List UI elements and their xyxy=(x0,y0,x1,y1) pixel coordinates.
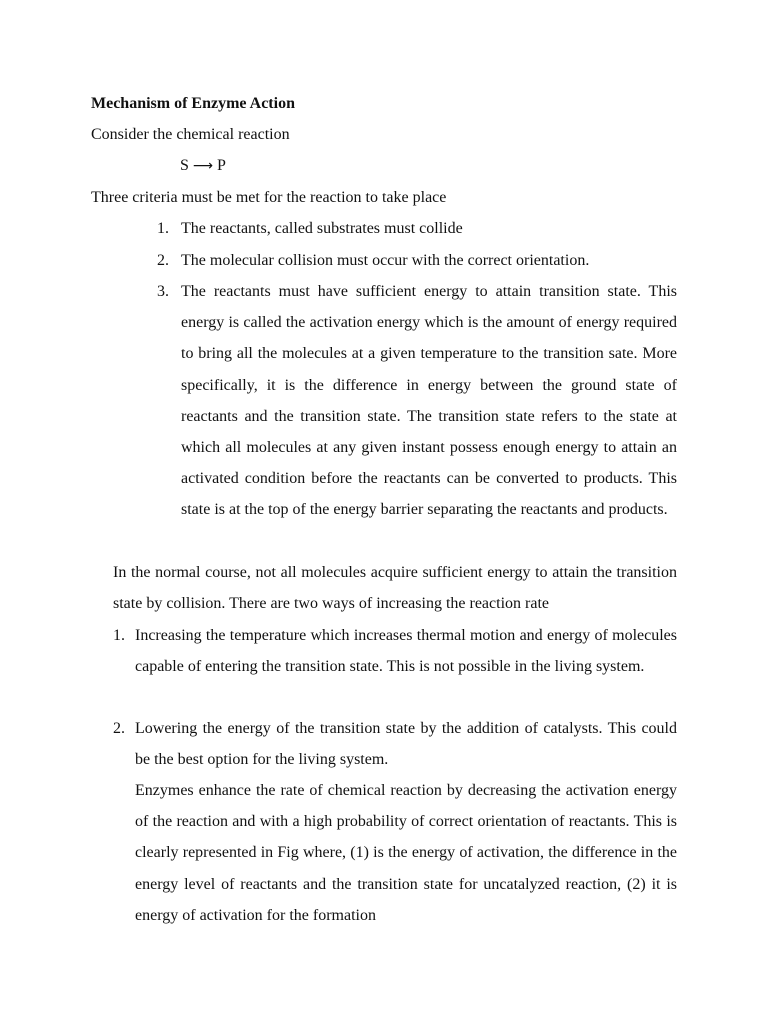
criteria-item-1: The reactants, called substrates must collide xyxy=(181,220,463,237)
way-item-2: Lowering the energy of the transition state by the addition of catalysts. This could be the best option for the living system. xyxy=(135,720,677,769)
criteria-number-1: 1. xyxy=(157,220,169,237)
reaction-product: P xyxy=(216,157,226,174)
criteria-item-2: The molecular collision must occur with the correct orientation. xyxy=(181,252,590,269)
reaction-arrow-icon: ⟶ xyxy=(192,158,213,174)
criteria-number-3: 3. xyxy=(157,283,169,300)
criteria-number-2: 2. xyxy=(157,252,169,269)
normal-course-paragraph: In the normal course, not all molecules acquire sufficient energy to attain the transition state by collision. There are two ways of increasing the reaction rate xyxy=(113,564,677,613)
way-item-1: Increasing the temperature which increases thermal motion and energy of molecules capable of entering the transition state. This is not possible in the living system. xyxy=(135,627,677,676)
document-title: Mechanism of Enzyme Action xyxy=(91,95,295,112)
enzymes-paragraph: Enzymes enhance the rate of chemical reaction by decreasing the activation energy of the reaction and with a high probability of correct orientation of reactants. This is clearly represented in Fig where, (1) is the energy of activation, the difference in the energy level of reactants and the transition state for uncatalyzed reaction, (2) it is energy of activation for the formation xyxy=(135,782,677,924)
reaction-equation xyxy=(180,156,226,176)
reaction-substrate: S xyxy=(180,157,189,174)
intro-text: Consider the chemical reaction xyxy=(91,126,290,143)
criteria-item-3: The reactants must have sufficient energy to attain transition state. This energy is called the activation energy which is the amount of energy required to bring all the molecules at a given temperature to the transition sate. More specifically, it is the difference in energy between the ground state of reactants and the transition state. The transition state refers to the state at which all molecules at any given instant possess enough energy to attain an activated condition before the reactants can be converted to products. This state is at the top of the energy barrier separating the reactants and products. xyxy=(181,283,677,519)
way-number-1: 1. xyxy=(113,627,125,644)
way-number-2: 2. xyxy=(113,720,125,737)
criteria-intro: Three criteria must be met for the reaction to take place xyxy=(91,189,447,206)
